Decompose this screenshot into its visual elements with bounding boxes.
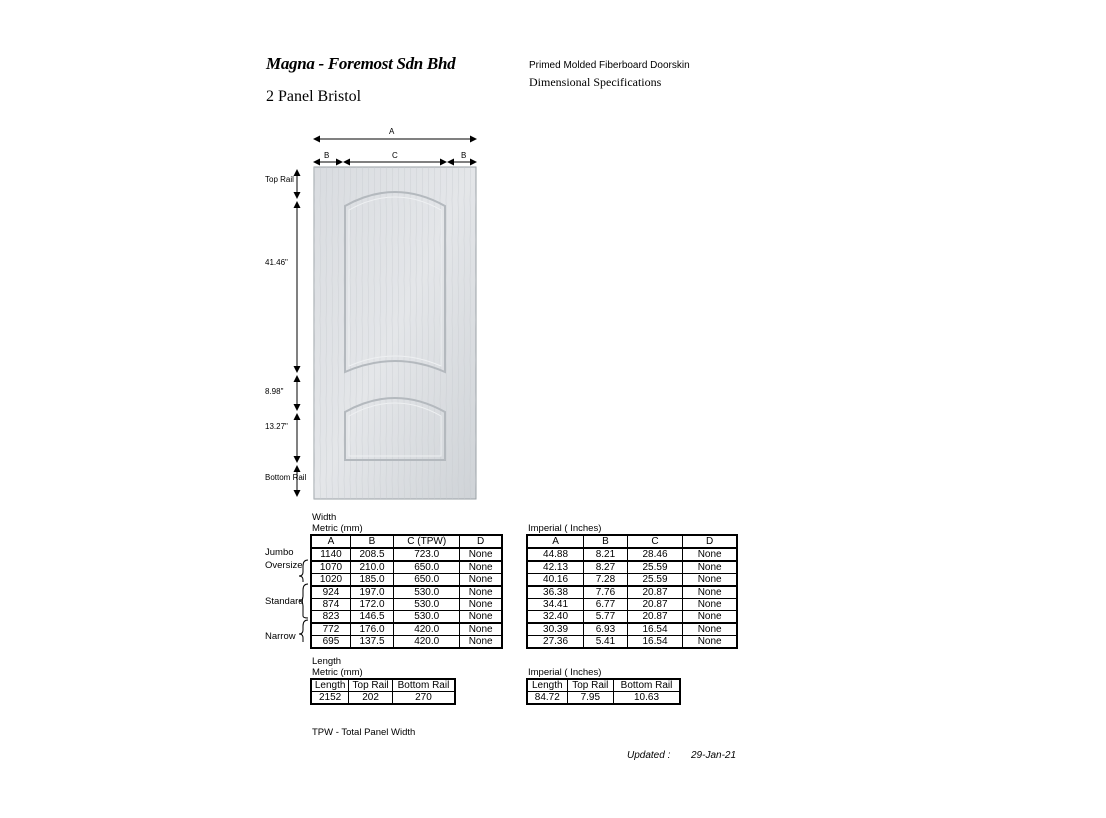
table-cell: 7.95 xyxy=(567,692,613,705)
brace-oversize xyxy=(299,560,308,582)
table-cell: 197.0 xyxy=(350,586,393,599)
table-cell: 25.59 xyxy=(627,561,683,574)
table-cell: 16.54 xyxy=(627,623,683,636)
table-cell: 208.5 xyxy=(350,548,393,561)
table-cell: None xyxy=(460,586,502,599)
column-header: Length xyxy=(311,679,349,692)
table-row xyxy=(311,623,502,636)
column-header: B xyxy=(584,535,628,548)
table-row xyxy=(311,561,502,574)
table-cell: 7.76 xyxy=(584,586,628,599)
table-cell: 30.39 xyxy=(527,623,584,636)
table-cell: None xyxy=(460,574,502,587)
table-cell: None xyxy=(460,636,502,649)
brace-standard xyxy=(299,584,308,618)
group-label-narrow: Narrow xyxy=(265,631,296,642)
group-label-jumbo: Jumbo xyxy=(265,547,294,558)
tpw-note: TPW - Total Panel Width xyxy=(312,727,416,738)
dimension-b-right-label: B xyxy=(461,151,467,160)
table-cell: 40.16 xyxy=(527,574,584,587)
column-header: A xyxy=(311,535,350,548)
document-subtitle-2: Dimensional Specifications xyxy=(529,75,662,89)
table-cell: 8.21 xyxy=(584,548,628,561)
table-cell: 6.77 xyxy=(584,599,628,611)
width-metric-table xyxy=(310,534,503,649)
group-label-standard: Standard xyxy=(265,596,304,607)
column-header: Length xyxy=(527,679,567,692)
table-cell: 874 xyxy=(311,599,350,611)
table-cell: 146.5 xyxy=(350,611,393,624)
table-cell: 44.88 xyxy=(527,548,584,561)
top-rail-label: Top Rail xyxy=(265,175,294,184)
table-cell: 420.0 xyxy=(394,623,460,636)
table-cell: 695 xyxy=(311,636,350,649)
company-name: Magna - Foremost Sdn Bhd xyxy=(266,54,456,73)
width-metric-title: Metric (mm) xyxy=(312,523,363,534)
table-header-row xyxy=(527,535,737,548)
table-row xyxy=(311,548,502,561)
table-cell: 32.40 xyxy=(527,611,584,624)
table-cell: 6.93 xyxy=(584,623,628,636)
column-header: Top Rail xyxy=(349,679,393,692)
table-cell: None xyxy=(683,574,737,587)
table-cell: None xyxy=(683,611,737,624)
column-header: Bottom Rail xyxy=(614,679,680,692)
door-illustration xyxy=(314,167,476,499)
table-cell: 16.54 xyxy=(627,636,683,649)
table-cell: 172.0 xyxy=(350,599,393,611)
table-cell: 202 xyxy=(349,692,393,705)
table-cell: None xyxy=(683,599,737,611)
bottom-rail-label: Bottom Rail xyxy=(265,473,307,482)
table-cell: None xyxy=(460,599,502,611)
length-heading: Length xyxy=(312,656,342,667)
table-cell: 10.63 xyxy=(614,692,680,705)
table-cell: None xyxy=(683,586,737,599)
dimension-b-left-label: B xyxy=(324,151,330,160)
table-cell: 924 xyxy=(311,586,350,599)
table-row xyxy=(311,692,455,705)
column-header: C (TPW) xyxy=(394,535,460,548)
table-cell: 42.13 xyxy=(527,561,584,574)
table-cell: None xyxy=(460,611,502,624)
column-header: B xyxy=(350,535,393,548)
product-title: 2 Panel Bristol xyxy=(266,88,362,105)
column-header: D xyxy=(683,535,737,548)
table-cell: 7.28 xyxy=(584,574,628,587)
width-imperial-table xyxy=(526,534,738,649)
table-cell: 1070 xyxy=(311,561,350,574)
table-header-row xyxy=(311,679,455,692)
table-cell: 723.0 xyxy=(394,548,460,561)
table-cell: 20.87 xyxy=(627,599,683,611)
table-cell: 420.0 xyxy=(394,636,460,649)
updated-label: Updated : xyxy=(627,750,671,761)
table-row xyxy=(527,623,737,636)
table-row xyxy=(311,611,502,624)
width-imperial-title: Imperial ( Inches) xyxy=(528,523,602,534)
table-cell: 530.0 xyxy=(394,611,460,624)
table-cell: 36.38 xyxy=(527,586,584,599)
length-metric-title: Metric (mm) xyxy=(312,667,363,678)
lower-panel-label: 13.27" xyxy=(265,422,288,431)
column-header: A xyxy=(527,535,584,548)
updated-date: 29-Jan-21 xyxy=(691,750,737,761)
table-cell: None xyxy=(460,561,502,574)
table-cell: None xyxy=(460,548,502,561)
table-cell: 27.36 xyxy=(527,636,584,649)
dimension-a-label: A xyxy=(389,127,395,136)
table-cell: None xyxy=(683,636,737,649)
table-row xyxy=(311,599,502,611)
table-row xyxy=(527,692,680,705)
column-header: Top Rail xyxy=(567,679,613,692)
table-cell: 650.0 xyxy=(394,574,460,587)
length-metric-table xyxy=(310,678,456,705)
table-cell: 772 xyxy=(311,623,350,636)
table-cell: 210.0 xyxy=(350,561,393,574)
table-row xyxy=(311,636,502,649)
dimension-c-label: C xyxy=(392,151,398,160)
table-cell: 185.0 xyxy=(350,574,393,587)
table-cell: 8.27 xyxy=(584,561,628,574)
table-header-row xyxy=(311,535,502,548)
table-cell: 20.87 xyxy=(627,611,683,624)
table-cell: 137.5 xyxy=(350,636,393,649)
column-header: D xyxy=(460,535,502,548)
document-subtitle: Primed Molded Fiberboard Doorskin xyxy=(529,60,690,71)
brace-narrow xyxy=(299,620,308,642)
length-imperial-title: Imperial ( Inches) xyxy=(528,667,602,678)
table-cell: 5.41 xyxy=(584,636,628,649)
group-label-oversize: Oversize xyxy=(265,560,303,571)
table-row xyxy=(527,561,737,574)
length-imperial-table xyxy=(526,678,681,705)
table-cell: None xyxy=(683,548,737,561)
column-header: Bottom Rail xyxy=(392,679,455,692)
table-cell: 823 xyxy=(311,611,350,624)
table-row xyxy=(527,611,737,624)
table-cell: 5.77 xyxy=(584,611,628,624)
column-header: C xyxy=(627,535,683,548)
table-cell: 20.87 xyxy=(627,586,683,599)
table-row xyxy=(527,586,737,599)
table-cell: 28.46 xyxy=(627,548,683,561)
table-cell: 84.72 xyxy=(527,692,567,705)
table-cell: None xyxy=(460,623,502,636)
table-row xyxy=(527,599,737,611)
table-cell: 1140 xyxy=(311,548,350,561)
table-header-row xyxy=(527,679,680,692)
table-row xyxy=(527,636,737,649)
table-row xyxy=(527,548,737,561)
table-cell: 1020 xyxy=(311,574,350,587)
table-row xyxy=(527,574,737,587)
upper-panel-label: 41.46" xyxy=(265,258,288,267)
table-cell: 530.0 xyxy=(394,599,460,611)
table-cell: 34.41 xyxy=(527,599,584,611)
table-cell: 530.0 xyxy=(394,586,460,599)
table-cell: 270 xyxy=(392,692,455,705)
table-cell: None xyxy=(683,561,737,574)
mid-rail-label: 8.98" xyxy=(265,387,284,396)
table-row xyxy=(311,586,502,599)
table-cell: 650.0 xyxy=(394,561,460,574)
table-cell: 2152 xyxy=(311,692,349,705)
table-cell: None xyxy=(683,623,737,636)
table-cell: 25.59 xyxy=(627,574,683,587)
table-cell: 176.0 xyxy=(350,623,393,636)
width-heading: Width xyxy=(312,512,337,523)
table-row xyxy=(311,574,502,587)
